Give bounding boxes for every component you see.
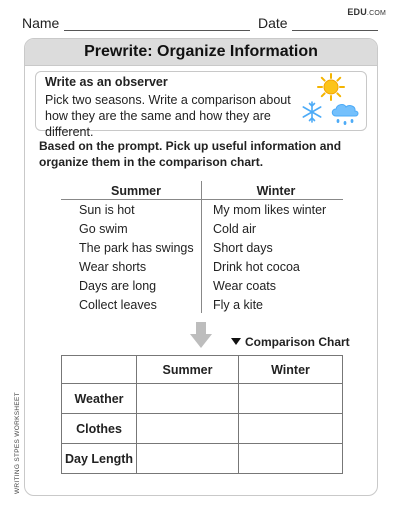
summer-item: Go swim xyxy=(79,222,128,236)
table-cell-input[interactable] xyxy=(137,414,239,444)
worksheet-card xyxy=(24,38,378,496)
brainstorm-header-summer: Summer xyxy=(110,184,162,198)
table-row-label-day-length: Day Length xyxy=(62,444,137,474)
table-cell-input[interactable] xyxy=(137,384,239,414)
instruction-text: Based on the prompt. Pick up useful information and organize them in the comparison chart. xyxy=(39,139,342,169)
date-label: Date xyxy=(258,15,288,31)
brand-name: EDU xyxy=(347,7,367,17)
winter-item: Short days xyxy=(213,241,273,255)
table-header-winter: Winter xyxy=(239,356,343,384)
comparison-chart-text: Comparison Chart xyxy=(245,335,350,349)
triangle-down-icon xyxy=(231,338,241,345)
winter-item: My mom likes winter xyxy=(213,203,327,217)
brainstorm-divider-horizontal xyxy=(61,199,343,200)
brainstorm-divider-vertical xyxy=(201,181,202,313)
table-row-label-weather: Weather xyxy=(62,384,137,414)
side-caption: WRITING STPES WORKSHEET xyxy=(14,392,21,494)
comparison-chart-label xyxy=(231,335,350,349)
summer-item: Days are long xyxy=(79,279,157,293)
prompt-body: Pick two seasons. Write a comparison about how they are the same and how they are different. xyxy=(45,93,291,139)
winter-item: Wear coats xyxy=(213,279,276,293)
table-cell-input[interactable] xyxy=(239,444,343,474)
table-corner-cell xyxy=(62,356,137,384)
winter-item: Cold air xyxy=(213,222,257,236)
down-arrow-icon xyxy=(190,322,212,348)
winter-item: Drink hot cocoa xyxy=(213,260,300,274)
prompt-heading: Write as an observer xyxy=(45,75,168,89)
name-label: Name xyxy=(22,15,60,31)
prompt-box xyxy=(35,71,367,139)
comparison-table xyxy=(61,355,343,474)
name-field[interactable] xyxy=(64,30,250,31)
table-cell-input[interactable] xyxy=(239,384,343,414)
table-cell-input[interactable] xyxy=(239,414,343,444)
snowflake-icon xyxy=(300,100,324,124)
date-field[interactable] xyxy=(292,30,378,31)
table-header-summer: Summer xyxy=(137,356,239,384)
summer-item: Sun is hot xyxy=(79,203,135,217)
brand-logo xyxy=(347,7,386,17)
rain-cloud-icon xyxy=(328,98,362,128)
table-row-label-clothes: Clothes xyxy=(62,414,137,444)
summer-item: Wear shorts xyxy=(79,260,147,274)
page-title: Prewrite: Organize Information xyxy=(25,39,377,66)
table-cell-input[interactable] xyxy=(137,444,239,474)
brainstorm-header-winter: Winter xyxy=(256,184,296,198)
summer-item: The park has swings xyxy=(79,241,194,255)
winter-item: Fly a kite xyxy=(213,298,264,312)
summer-item: Collect leaves xyxy=(79,298,157,312)
brand-suffix: .COM xyxy=(366,10,386,17)
